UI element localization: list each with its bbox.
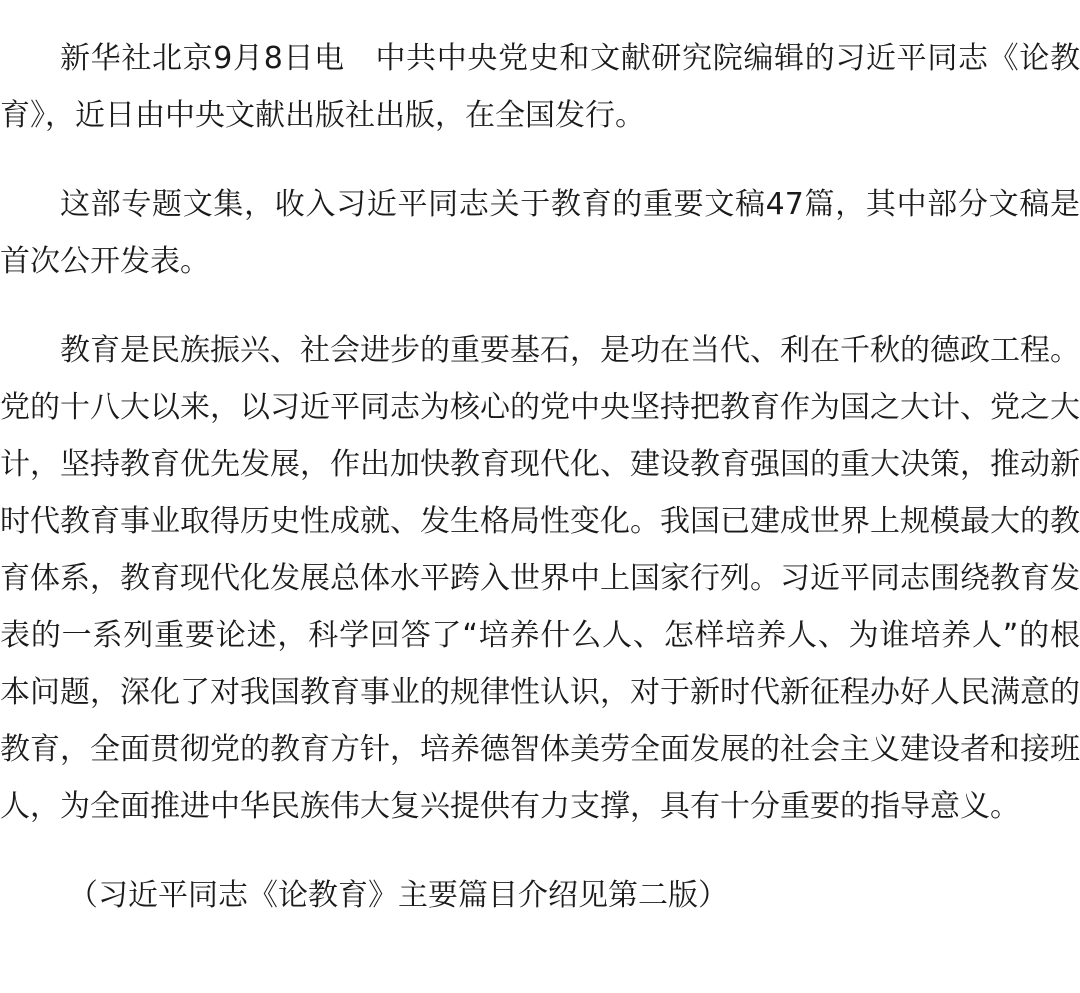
paragraph-lead: 新华社北京9月8日电 中共中央党史和文献研究院编辑的习近平同志《论教育》，近日由中央文献出版社出版，在全国发行。	[0, 41, 1080, 133]
article-body	[0, 30, 1080, 924]
paragraph-collection: 这部专题文集，收入习近平同志关于教育的重要文稿47篇，其中部分文稿是首次公开发表。	[0, 187, 1080, 279]
paragraph-significance: 教育是民族振兴、社会进步的重要基石，是功在当代、利在千秋的德政工程。党的十八大以来，以习近平同志为核心的党中央坚持把教育作为国之大计、党之大计，坚持教育优先发展，作出加快教育现代化、建设教育强国的重大决策，推动新时代教育事业取得历史性成就、发生格局性变化。我国已建成世界上规模最大的教育体系，教育现代化发展总体水平跨入世界中上国家行列。习近平同志围绕教育发表的一系列重要论述，科学回答了“培养什么人、怎样培养人、为谁培养人”的根本问题，深化了对我国教育事业的规律性认识，对于新时代新征程办好人民满意的教育，全面贯彻党的教育方针，培养德智体美劳全面发展的社会主义建设者和接班人，为全面推进中华民族伟大复兴提供有力支撑，具有十分重要的指导意义。	[0, 333, 1080, 824]
editor-note: （习近平同志《论教育》主要篇目介绍见第二版）	[68, 878, 728, 913]
